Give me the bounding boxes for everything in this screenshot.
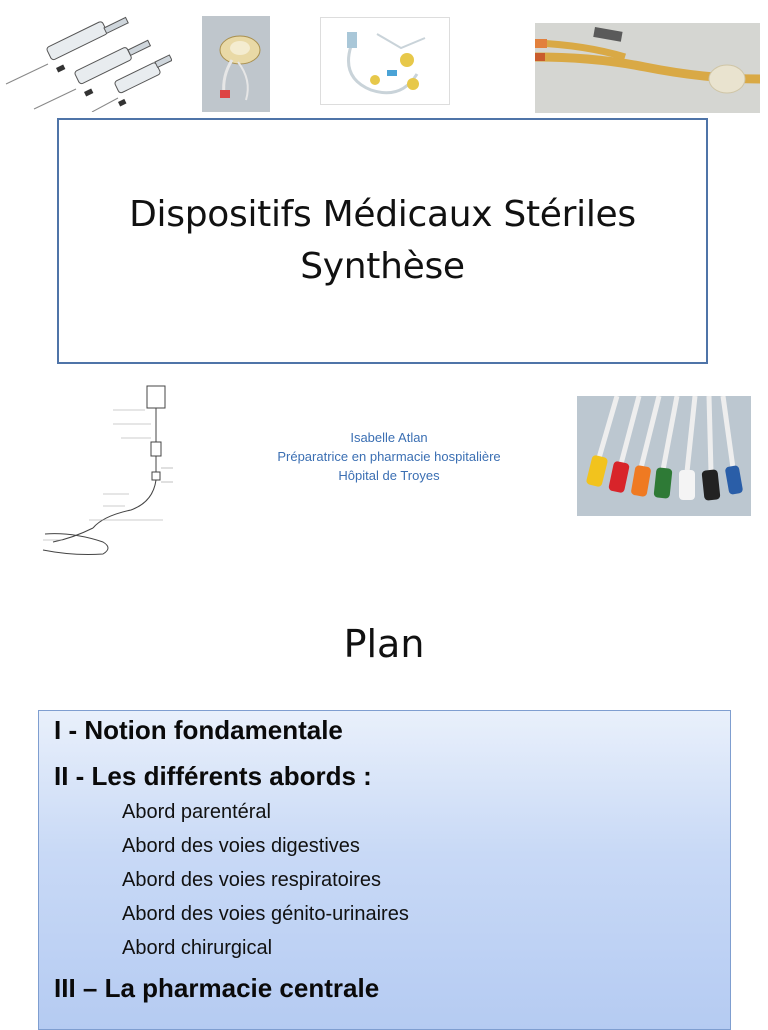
implant-port-photo [202, 16, 270, 112]
slide-title-line-2: Synthèse [300, 246, 465, 287]
plan-subitem-4: Abord des voies génito-urinaires [122, 903, 409, 925]
iv-connector-photo [320, 17, 450, 105]
author-block [255, 428, 523, 485]
syringes-photo [0, 12, 172, 112]
author-hospital: Hôpital de Troyes [338, 468, 440, 483]
plan-subitem-1: Abord parentéral [122, 801, 271, 823]
slide-title-line-1: Dispositifs Médicaux Stériles [129, 194, 636, 235]
plan-subitem-2: Abord des voies digestives [122, 835, 360, 857]
author-name: Isabelle Atlan [350, 430, 428, 445]
infusion-diagram [33, 382, 200, 558]
plan-title: Plan [343, 622, 425, 666]
title-box [57, 118, 708, 364]
plan-item-1: I - Notion fondamentale [54, 715, 343, 745]
foley-catheter-photo [535, 23, 760, 113]
author-role: Préparatrice en pharmacie hospitalière [277, 449, 501, 464]
plan-item-3: III – La pharmacie centrale [54, 973, 380, 1003]
colored-catheters-photo [577, 396, 751, 516]
plan-subitem-5: Abord chirurgical [122, 937, 273, 959]
plan-box [38, 710, 731, 1030]
plan-subitem-3: Abord des voies respiratoires [122, 869, 382, 891]
plan-item-2: II - Les différents abords : [54, 761, 372, 791]
